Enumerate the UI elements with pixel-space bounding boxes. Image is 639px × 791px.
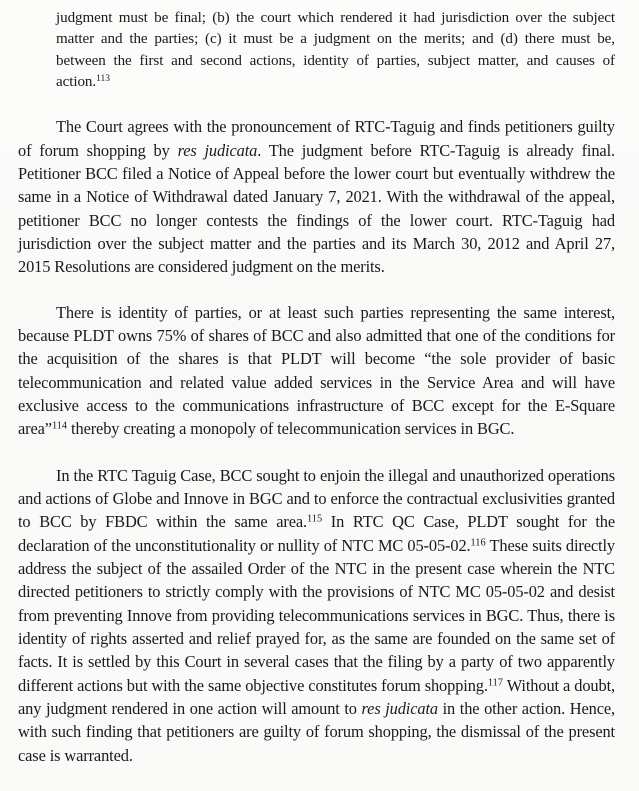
paragraph-1-segment-1: The Court agrees with the pronouncement of RTC-Taguig and finds petitioners guilty of forum shopping by xyxy=(18,117,615,160)
latin-term-res-judicata-2: res judicata xyxy=(361,699,438,719)
paragraph-court-agrees xyxy=(18,115,615,278)
blockquote-text: judgment must be final; (b) the court which rendered it had jurisdiction over the subject matter and the parties; (c) it must be a judgment on the merits; and (d) there must be, between the first and second actions, identity of parties, subject matter, and causes of action. xyxy=(56,10,615,90)
paragraph-2-segment-1: There is identity of parties, or at least such parties representing the same interest, because PLDT owns 75% of shares of BCC and also admitted that one of the conditions for the acquisition of the shares is that PLDT will become “the sole provider of basic telecommunication and related value added services in the Service Area and will have exclusive access to the communications infrastructure of BCC except for the E-Square area” xyxy=(18,302,615,439)
footnote-marker-117[interactable]: 117 xyxy=(487,677,503,689)
paragraph-1-segment-3: . The judgment before RTC-Taguig is already final. Petitioner BCC filed a Notice of Appeal before the lower court but eventually withdrew the same in a Notice of Withdrawal dated January 7, 2021. With the withdrawal of the appeal, petitioner BCC no longer contests the findings of the lower court. RTC-Taguig had jurisdiction over the subject matter and the parties and its March 30, 2012 and April 27, 2015 Resolutions are considered judgment on the merits. xyxy=(18,140,615,277)
paragraph-identity-of-parties xyxy=(18,301,615,441)
paragraph-3-segment-7: Without a doubt, any judgment rendered in one action will amount to xyxy=(18,675,615,719)
footnote-marker-114[interactable]: 114 xyxy=(51,420,68,432)
paragraph-3-segment-5: These suits directly address the subject of the assailed Order of the NTC in the present case wherein the NTC directed petitioners to strictly comply with the provisions of NTC MC 05-05-02 and desist from preventing Innove from providing telecommunications services in BGC. Thus, there is identity of rights asserted and relief prayed for, as the same are founded on the same set of facts. It is settled by this Court in several cases that the filing by a party of two apparently different actions but with the same objective constitutes forum shopping. xyxy=(18,535,615,695)
footnote-marker-115[interactable]: 115 xyxy=(307,513,323,525)
paragraph-3-segment-9: in the other action. Hence, with such finding that petitioners are guilty of forum shopping, the dismissal of the present case is warranted. xyxy=(18,699,615,765)
paragraph-2-segment-3: thereby creating a monopoly of telecommunication services in BGC. xyxy=(67,419,515,439)
paragraph-3-segment-3: In RTC QC Case, PLDT sought for the declaration of the unconstitutionality or nullity of NTC MC 05-05-02. xyxy=(18,512,616,555)
paragraph-rtc-taguig-case xyxy=(18,464,615,767)
paragraph-3-segment-1: In the RTC Taguig Case, BCC sought to enjoin the illegal and unauthorized operations and actions of Globe and Innove in BGC and to enforce the contractual exclusivities granted to BCC by FBDC within the same area. xyxy=(18,465,615,532)
blockquote-res-judicata-elements xyxy=(56,8,615,93)
footnote-marker-113[interactable]: 113 xyxy=(96,73,110,84)
footnote-marker-116[interactable]: 116 xyxy=(470,537,486,549)
latin-term-res-judicata-1: res judicata xyxy=(177,140,258,160)
